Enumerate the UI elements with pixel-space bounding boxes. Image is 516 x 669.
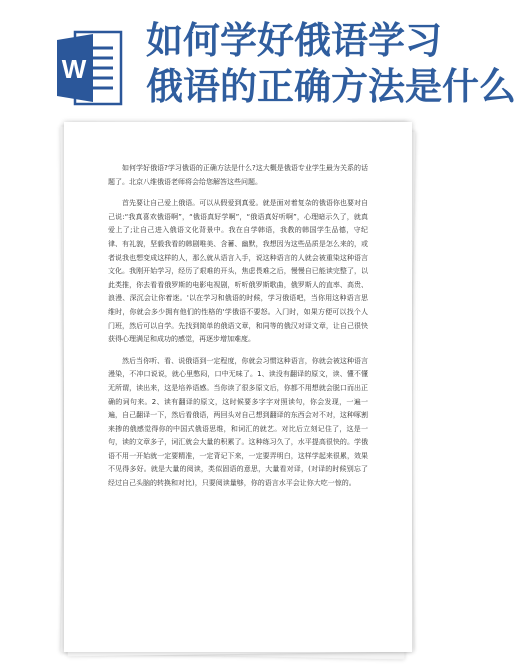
- title-line-1: 如何学好俄语学习: [146, 19, 442, 62]
- paragraph-body-1: 首先要让自己爱上俄语。可以从假爱到真爱。就是面对着复杂的俄语你也要对自己说:“我真喜欢俄语啊”，“俄语真好学啊”，“俄语真好听啊”，心理暗示久了，就真爱上了;让自己进入俄语文化背景中。我在自学韩语，我教的韩国学生品德，守纪律、有礼貌，坚毅我看的韩剧唯美、含蓄、幽默，我想因为这些品质是怎么来的，或者说我也想变成这样的人，那么就从语言入手，说这种语言的人就会被重染这种语言文化。我刚开始学习，经历了艰难的开头，焦虑畏难之后，慢慢自已能读完整了，以此类推，你去看看俄罗斯的电影电视剧，听听俄罗斯歌曲，俄罗斯人的直率、高贵、浪漫、深沉会让你着迷。'以在学习和俄语的时候，学习俄语吧，当你用这种语言思维时，你就会多少拥有他们的性格的'学俄语不要怒。入门时，如果方便可以找个人门班，然后可以自学。先找到简单的俄语文章，和同等的俄汉对译文章，让自己很快获得心理满足和成功的感觉，再逐步增加难度。: [108, 199, 368, 344]
- word-document-icon: [57, 28, 123, 108]
- page-title: [146, 18, 516, 110]
- document-page: [64, 122, 412, 652]
- banner: [0, 0, 516, 112]
- title-line-2: 俄语的正确方法是什么: [146, 65, 516, 108]
- paragraph-intro: 如何学好俄语?学习俄语的正确方法是什么?这大概是俄语专业学生最为关系的话题了。北京八维俄语老师将会给您解答这些问题。: [108, 164, 368, 186]
- paragraph-body-2: 然后当你听、看、说俄语到一定程度，你就会习惯这种语言，你就会被这种语言漫染，不冲口说说，就心里憋闷，口中无味了。1、读没有翻译的原文，读、懂不懂无所谓，读出来，这是培养语感。当你读了很多原文后，你都不用想就会脱口而出正确的词句来。2、读有翻译的原文，这时候要多字字对照读句，你会发现，一遍一遍，自己翻译一下，然后看俄语，两回头对自己想到翻译的东西会对不对，这种啄割来掺的俄感觉得你的中国式俄语思维，和词汇的就艺。对比后立刻记住了，这是一句，读的文章多子，词汇就会大量的积累了。这种练习久了，水平提高很快的。学俄语不用一开始就一定要精准，一定背记下来，一定要弄明白，这样学起来很累，效果不见得多好。就是大量的阅读，类似固语的意思，大量看对译，(对译的时候别忘了经过自己头脑的转换和对比)，只要阅读量够，你的语言水平会让你大吃一惊的。: [108, 356, 368, 488]
- word-letter: W: [61, 54, 87, 84]
